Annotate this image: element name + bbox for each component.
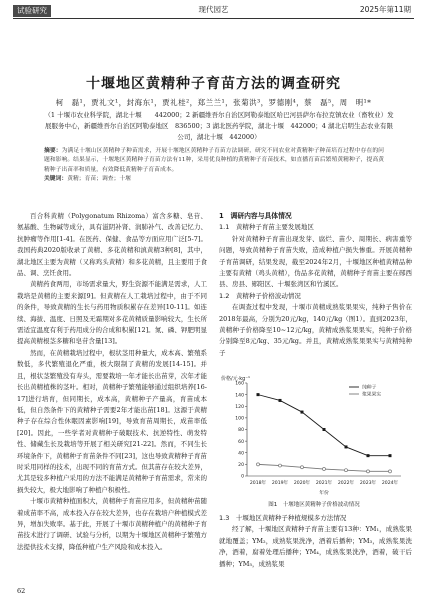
legend-label: 浆果果实	[362, 392, 382, 398]
figure-price-chart	[219, 365, 409, 510]
body-paragraph: 百合科黄精（Polygonatum Rhizoma）富含多糖、皂苷、氨基酸、生物碱等成分，具有滋阴补肾、润肺补气、改善记忆力、抗肿瘤等作用[1-4]。在医药、保健、食品等方面应用广泛[5-7]。我国药典2020版收录了黄精、多花黄精和滇黄精3种[8]，其中，湖北地区主要为黄精（又称鸡头黄精）和多花黄精，且主要用于食品、调、烹饪食用。	[17, 212, 207, 278]
x-tick-label: 2018年	[249, 481, 267, 486]
body-paragraph: 然而，在黄精栽培过程中，根状茎用种量大，成本高、繁殖系数低，多代繁殖退化严重，极大限制了黄精的发展[14-15]。并且，根状茎繁殖没有寿头，需要栽培一年才能长出苗芽，次年才能长出黄精植株的茎叶。相对，黄精种子繁殖能够通过组织培养[16-17]进行培育，但同期长，成本高，黄精种子产量高，育苗成本低，但自然条件下的黄精种子需要2年才能出苗[18]。这源于黄精种子存在综合性休眠因素影响[19]，导致育苗周期长，成苗率低[20]。因此，一些学者对黄精种子破眠技术、抗逆特性、萌发特性、储藏生长及栽培等开展了相关研究[21-22]。然而，不同生长环境条件下，黄精种子育苗条件不同[23]，这也导致黄精种子育苗时采用同样的技术，出现不同的育苗方式。但其苗存在较大差异，尤其是较多种植户采用的方法不能满足黄精种子育苗需求，常来的损失较大，极大地影响了种植户积极性。	[17, 348, 207, 494]
data-point	[367, 470, 370, 473]
section-heading: 1 调研内容与具体情况	[219, 212, 292, 220]
data-point	[301, 411, 304, 414]
data-point	[345, 469, 348, 472]
x-tick-label: 2023年	[359, 481, 377, 486]
page-header	[0, 0, 427, 20]
data-point	[257, 393, 260, 396]
subsection-heading: 1.2 黄精种子价格波动情况	[219, 291, 301, 300]
data-point	[279, 399, 282, 402]
right-column-bottom	[219, 513, 412, 570]
affiliations: （1 十堰市农业科学院，湖北十堰 442000；2 新疆维吾尔自治区阿勒泰地区哈巴河县萨尔布拉克镇农业（畜牧业）发展服务中心，新疆维吾尔自治区阿勒泰地区 836500；3 湖北医药学院，湖北十堰 442000；4 湖北启明生态农业有限公司，湖北十堰 442000）	[44, 111, 394, 141]
abstract-label: 摘要：	[44, 148, 62, 154]
article-title: 十堰地区黄精种子育苗方法的调查研究	[86, 76, 341, 92]
data-point	[257, 463, 260, 466]
y-tick-label: 20	[238, 463, 244, 469]
y-tick-label: 120	[235, 404, 244, 410]
left-column	[17, 211, 207, 553]
y-axis-title: 价格/元·kg⁻¹	[221, 376, 250, 382]
abstract-text: 为满足十堰山区黄精种子种苗需求，开展十堰地区黄精种子育苗方法调研，研究不同农业对黄精种子种苗培育过程中存在的问题和影响。结果显示，十堰地区黄精种子育苗方法有11种，采用优良种植的黄精种子育苗技术，如直播育苗后繁殖黄精种子，提高黄精种子出苗率和质量，有效降低黄精种子育苗成本。	[44, 148, 384, 173]
issue-label: 2025年第11期	[359, 5, 411, 14]
data-point	[279, 464, 282, 467]
journal-name: 现代园艺	[198, 5, 229, 14]
x-tick-label: 2020年	[293, 481, 311, 486]
page-number: 62	[17, 587, 26, 595]
body-paragraph: 十堰市黄精种植面积大，黄精种子育苗应用多，但黄精种苗随着成苗率不高，成本投入存在较大差异，也存在栽培户种植模式差异，增加失败率。基于此，开展了十堰市黄精种植户的黄精种子育苗技术进行了调研、试验与分析，以期为十堰地区黄精种子繁殖方法提供技术支撑，降低种植户生产风险和成本投入。	[17, 497, 207, 551]
price-line-chart	[219, 373, 409, 498]
author-list: 柯 磊¹，贾礼文¹，封海东¹，贾礼桂²，郑兰兰¹，张菊洪³，罗德刚⁴，蔡 磊⁵，周 明¹*	[55, 98, 372, 107]
data-point	[389, 470, 392, 473]
figure-caption: 图1 十堰地区黄精种子价格波动情况	[268, 502, 360, 508]
x-tick-label: 2022年	[337, 481, 355, 486]
body-paragraph: 经了解，十堰地区黄精种子育苗主要有13种：YM₁，成熟浆果就地覆盖；YM₂，成熟浆果洗净，酒着后播种；YM₃，成熟浆果洗净，酒着，腐着处理后播种；YM₄，成熟浆果洗净，酒着，破干后播种；YM₅，成熟浆果	[219, 525, 412, 568]
x-tick-label: 2024年	[381, 481, 399, 486]
y-tick-label: 80	[238, 428, 244, 434]
subsection-heading: 1.3 十堰地区黄精种子种植规模多方法情况	[219, 514, 347, 522]
header-divider	[13, 18, 414, 19]
data-point	[323, 428, 326, 431]
body-paragraph: 黄精药食两用，市场需求量大，野生资源不能满足需求，人工栽培是黄精的主要来源[9]。但黄精在人工栽培过程中，由于不同的条件，导致黄精的生长与药用物质积累存在差异[10-11]。如连续、海拔、温度、日照及无霜期对多花黄精质量影响较大，生长所需适宜温度有利于药用成分的合成和积累[12]。氮、磷、钾肥明显提高黄精根茎多糖和皂苷含量[13]。	[17, 280, 207, 346]
y-tick-label: 140	[235, 393, 244, 399]
y-tick-label: 160	[235, 381, 244, 387]
x-tick-label: 2021年	[315, 481, 333, 486]
series-line-0	[258, 395, 390, 456]
data-point	[323, 468, 326, 471]
x-axis-label: 年份	[319, 491, 329, 496]
keywords-label: 关键词：	[44, 176, 68, 183]
y-tick-label: 100	[235, 416, 244, 422]
data-point	[367, 454, 370, 457]
data-point	[389, 454, 392, 457]
abstract-block	[44, 147, 384, 185]
data-point	[345, 445, 348, 448]
y-tick-label: 0	[241, 474, 244, 480]
y-tick-label: 60	[238, 439, 244, 445]
y-tick-label: 40	[238, 451, 244, 457]
body-paragraph: 在调查过程中发现，十堰市黄精成熟浆果果实，纯种子售价在2018年最高，分别为20元/kg，140元/kg（图1）。直到2023年，黄精种子价格降至10~12元/kg，黄精成熟浆果果实，纯种子价格分别降至8元/kg、35元/kg。并且，黄精成熟浆果果实与黄精纯种子	[219, 303, 412, 357]
section-tag: 试验研究	[13, 5, 51, 17]
right-column	[219, 211, 412, 359]
data-point	[301, 466, 304, 469]
subsection-heading: 1.1 黄精种子育苗主要发展地区	[219, 223, 314, 232]
keywords-text: 黄精；育苗；调查；十堰	[67, 176, 131, 183]
body-paragraph: 针对黄精种子育苗出现发芽、腐烂、苗少、周期长、病害重等问题，导致黄精种子育苗失败，造成种植户损失惨重。开展黄精种子育苗调研，结果发现，截至2024年2月，十堰地区种植黄精品种主要有黄精（鸡头黄精），伪品多花黄精，黄精种子育苗主要在郧西县、房县、郧阳区、十堰张湾区和竹溪区。	[219, 234, 412, 289]
legend-label: 纯种子	[362, 385, 377, 391]
x-tick-label: 2019年	[271, 481, 289, 486]
